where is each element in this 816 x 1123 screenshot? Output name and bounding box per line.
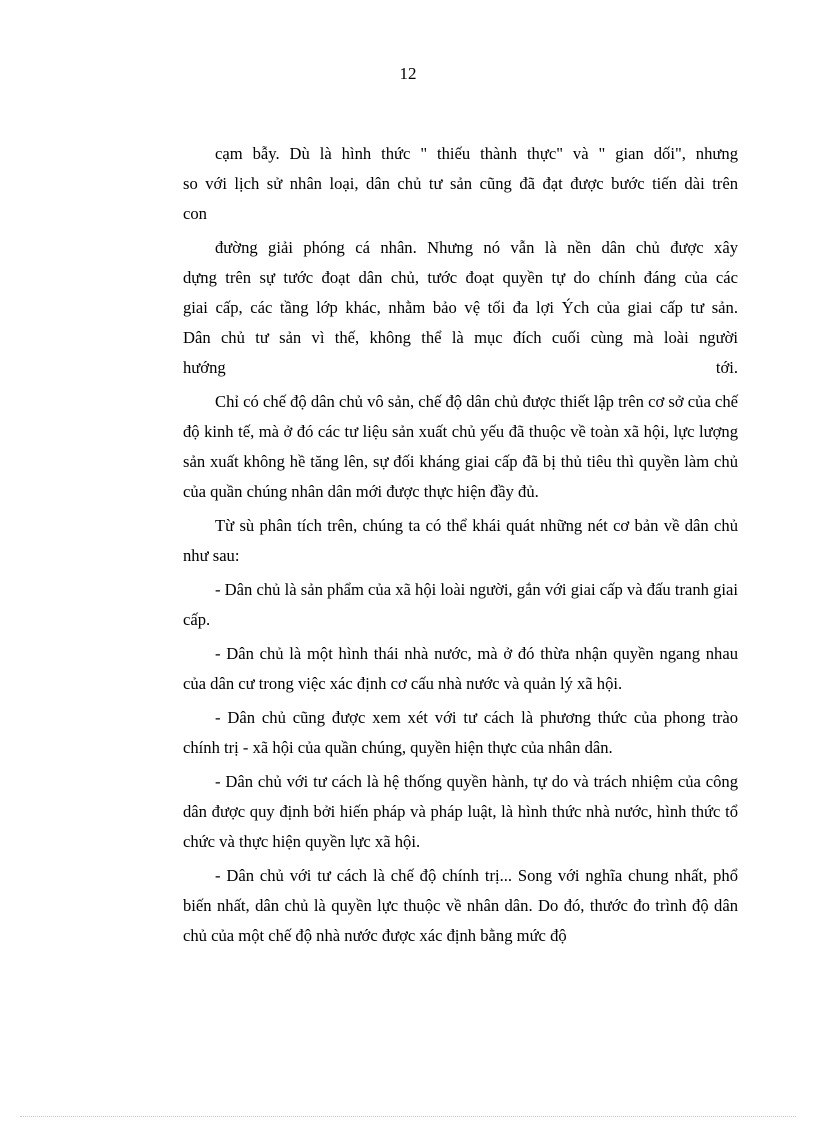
- paragraph-2-line-5-right: tới.: [715, 358, 738, 377]
- paragraph-2-line-5: [183, 353, 738, 383]
- paragraph-1-line-3: con: [183, 204, 207, 223]
- paragraph-9: - Dân chủ với tư cách là chế độ chính trị... Song với nghĩa chung nhất, phổ biến nhất, dân chủ là quyền lực thuộc về nhân dân. Do đó, thước đo trình độ dân chủ của một chế độ nhà nước được xác định bằng mức độ: [183, 866, 738, 945]
- paragraph-4: Từ sù phân tích trên, chúng ta có thể khái quát những nét cơ bản về dân chủ như sau:: [183, 516, 738, 565]
- paragraph-7: - Dân chủ cũng được xem xét với tư cách là phương thức của phong trào chính trị - xã hội của quần chúng, quyền hiện thực của nhân dân.: [183, 708, 738, 757]
- paragraph-1-line-1: cạm bẫy. Dù là hình thức " thiếu thành thực" và " gian dối", nhưng: [215, 144, 738, 163]
- page-bottom-rule: [20, 1116, 796, 1117]
- paragraph-2: [183, 233, 738, 383]
- paragraph-6: - Dân chủ là một hình thái nhà nước, mà ở đó thừa nhận quyền ngang nhau của dân cư trong việc xác định cơ cấu nhà nước và quản lý xã hội.: [183, 644, 738, 693]
- paragraph-1-line-2: so với lịch sử nhân loại, dân chủ tư sản cũng đã đạt được bước tiến dài trên: [183, 174, 738, 193]
- paragraph-2-line-2: dựng trên sự tước đoạt dân chủ, tước đoạt quyền tự do chính đáng của các: [183, 268, 738, 287]
- page-number: 12: [399, 64, 417, 83]
- paragraph-2-line-3: giai cấp, các tầng lớp khác, nhằm bảo vệ tối đa lợi Ých của giai cấp tư sản.: [183, 298, 738, 317]
- paragraph-2-line-4: Dân chủ tư sản vì thế, không thể là mục đích cuối cùng mà loài người: [183, 328, 738, 347]
- paragraph-1: [183, 139, 738, 229]
- paragraph-3: Chỉ có chế độ dân chủ vô sản, chế độ dân chủ được thiết lập trên cơ sở của chế độ kinh tế, mà ở đó các tư liệu sản xuất chủ yếu đã thuộc về toàn xã hội, lực lượng sản xuất không hề tăng lên, sự đối kháng giai cấp đã bị thủ tiêu thì quyền làm chủ của quần chúng nhân dân mới được thực hiện đầy đủ.: [183, 392, 738, 501]
- document-body: [183, 139, 738, 955]
- paragraph-2-line-1: đường giải phóng cá nhân. Nhưng nó vẫn là nền dân chủ được xây: [215, 238, 738, 257]
- paragraph-5: - Dân chủ là sản phẩm của xã hội loài người, gắn với giai cấp và đấu tranh giai cấp.: [183, 580, 738, 629]
- paragraph-2-line-5-left: hướng: [183, 358, 226, 377]
- paragraph-8: - Dân chủ với tư cách là hệ thống quyền hành, tự do và trách nhiệm của công dân được quy định bởi hiến pháp và pháp luật, là hình thức nhà nước, hình thức tổ chức và thực hiện quyền lực xã hội.: [183, 772, 738, 851]
